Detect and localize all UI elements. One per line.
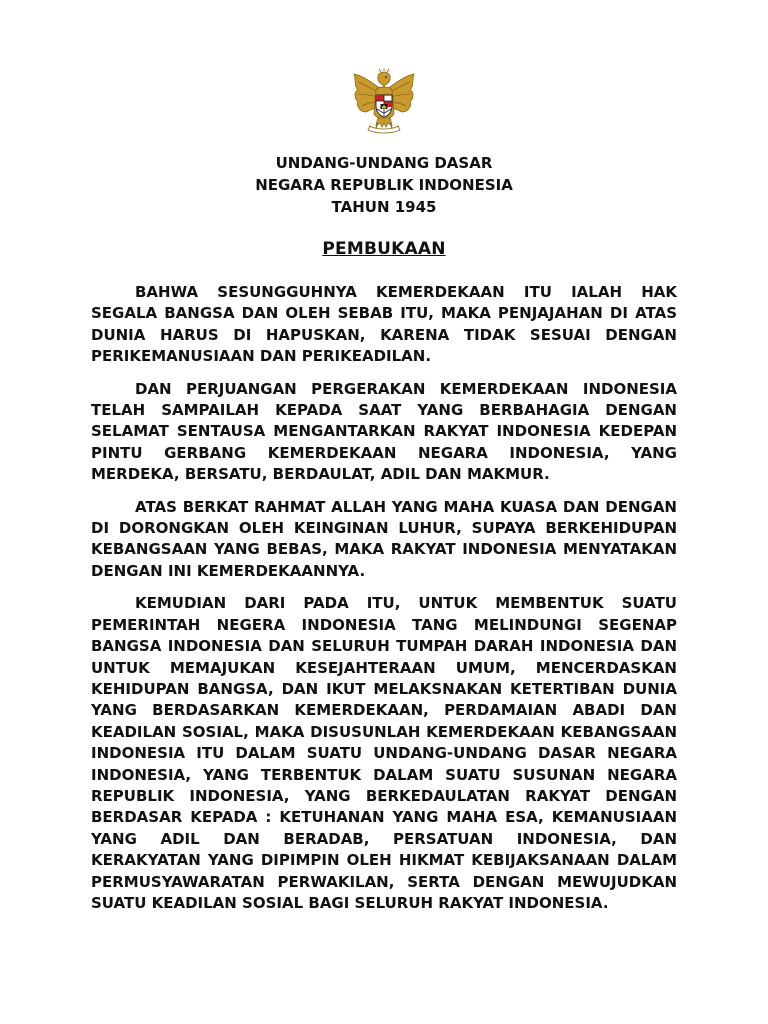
preamble-body (91, 282, 677, 914)
paragraph-4: KEMUDIAN DARI PADA ITU, UNTUK MEMBENTUK SUATU PEMERINTAH NEGERA INDONESIA TANG MELINDUNGI SEGENAP BANGSA INDONESIA DAN SELURUH TUMPAH DARAH INDONESIA DAN UNTUK MEMAJUKAN KESEJAHTERAAN UMUM, MENCERDASKAN KEHIDUPAN BANGSA, DAN IKUT MELAKSNAKAN KETERTIBAN DUNIA YANG BERDASARKAN KEMERDEKAAN, PERDAMAIAN ABADI DAN KEADILAN SOSIAL, MAKA DISUSUNLAH KEMERDEKAAN KEBANGSAAN INDONESIA ITU DALAM SUATU UNDANG-UNDANG DASAR NEGARA INDONESIA, YANG TERBENTUK DALAM SUATU SUSUNAN NEGARA REPUBLIK INDONESIA, YANG BERKEDAULATAN RAKYAT DENGAN BERDASAR KEPADA : KETUHANAN YANG MAHA ESA, KEMANUSIAAN YANG ADIL DAN BERADAB, PERSATUAN INDONESIA, DAN KERAKYATAN YANG DIPIMPIN OLEH HIKMAT KEBIJAKSANAAN DALAM PERMUSYAWARATAN PERWAKILAN, SERTA DENGAN MEWUJUDKAN SUATU KEADILAN SOSIAL BAGI SELURUH RAKYAT INDONESIA. (91, 594, 677, 912)
paragraph-3: ATAS BERKAT RAHMAT ALLAH YANG MAHA KUASA DAN DENGAN DI DORONGKAN OLEH KEINGINAN LUHUR, SUPAYA BERKEHIDUPAN KEBANGSAAN YANG BEBAS, MAKA RAKYAT INDONESIA MENYATAKAN DENGAN INI KEMERDEKAANNYA. (91, 497, 677, 580)
heading-line-1: UNDANG-UNDANG DASAR (275, 154, 493, 172)
paragraph-2: DAN PERJUANGAN PERGERAKAN KEMERDEKAAN INDONESIA TELAH SAMPAILAH KEPADA SAAT YANG BERBAHAGIA DENGAN SELAMAT SENTAUSA MENGANTARKAN RAKYAT INDONESIA KEDEPAN PINTU GERBANG KEMERDEKAAN NEGARA INDONESIA, YANG MERDEKA, BERSATU, BERDAULAT, ADIL DAN MAKMUR. (91, 379, 677, 484)
heading-line-3: TAHUN 1945 (331, 198, 437, 216)
document-heading (0, 152, 768, 218)
garuda-pancasila-emblem-icon (348, 68, 420, 134)
section-title: PEMBUKAAN (322, 239, 446, 259)
heading-line-2: NEGARA REPUBLIK INDONESIA (255, 176, 513, 194)
paragraph-1: BAHWA SESUNGGUHNYA KEMERDEKAAN ITU IALAH HAK SEGALA BANGSA DAN OLEH SEBAB ITU, MAKA PENJAJAHAN DI ATAS DUNIA HARUS DI HAPUSKAN, KARENA TIDAK SESUAI DENGAN PERIKEMANUSIAAN DAN PERIKEADILAN. (91, 283, 677, 366)
